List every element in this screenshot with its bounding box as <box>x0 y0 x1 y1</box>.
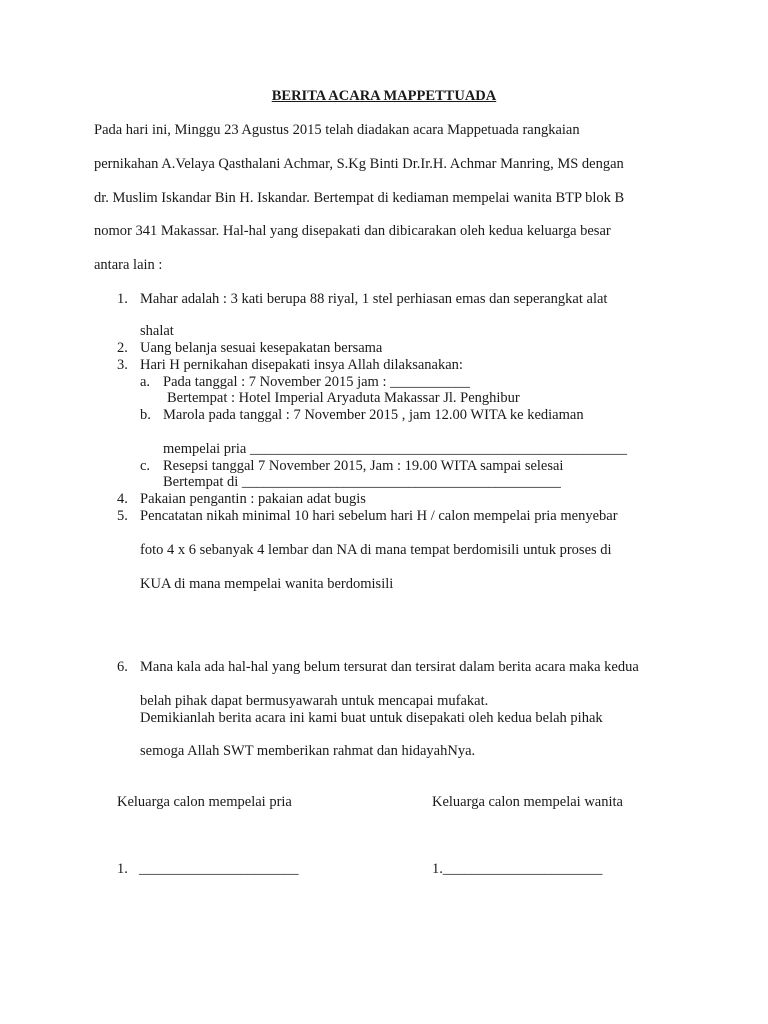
intro-line-3: dr. Muslim Iskandar Bin H. Iskandar. Bertempat di kediaman mempelai wanita BTP blok B <box>94 190 625 206</box>
list-item-1-line-2: shalat <box>140 323 174 339</box>
sub-item-a-mark: a. <box>140 374 151 390</box>
list-number-2: 2. <box>117 340 128 356</box>
list-item-2: Uang belanja sesuai kesepakatan bersama <box>140 340 383 356</box>
list-number-4: 4. <box>117 491 128 507</box>
list-item-5-line-3: KUA di mana mempelai wanita berdomisili <box>140 576 394 592</box>
closing-line-2: semoga Allah SWT memberikan rahmat dan hidayahNya. <box>140 743 476 759</box>
list-item-6-line-1: Mana kala ada hal-hal yang belum tersurat dan tersirat dalam berita acara maka kedua <box>140 659 639 675</box>
list-number-1: 1. <box>117 291 128 307</box>
signature-line-right: 1.______________________ <box>432 861 603 877</box>
intro-line-5: antara lain : <box>94 257 163 273</box>
intro-line-4: nomor 341 Makassar. Hal-hal yang disepakati dan dibicarakan oleh kedua keluarga besar <box>94 223 611 239</box>
signature-label-bride-family: Keluarga calon mempelai wanita <box>432 794 623 810</box>
sub-item-a-line-2: Bertempat : Hotel Imperial Aryaduta Makassar Jl. Penghibur <box>167 390 520 406</box>
sub-item-b-mark: b. <box>140 407 151 423</box>
intro-line-1: Pada hari ini, Minggu 23 Agustus 2015 telah diadakan acara Mappetuada rangkaian <box>94 122 580 138</box>
sub-item-c-mark: c. <box>140 458 151 474</box>
list-item-5-line-2: foto 4 x 6 sebanyak 4 lembar dan NA di mana tempat berdomisili untuk proses di <box>140 542 612 558</box>
sub-item-b-line-2: mempelai pria ____________________________________________________ <box>163 441 627 457</box>
list-number-5: 5. <box>117 508 128 524</box>
sub-item-c-line-1: Resepsi tanggal 7 November 2015, Jam : 19.00 WITA sampai selesai <box>163 458 564 474</box>
list-item-6-line-2: belah pihak dapat bermusyawarah untuk mencapai mufakat. <box>140 693 489 709</box>
signature-label-groom-family: Keluarga calon mempelai pria <box>117 794 292 810</box>
list-item-4: Pakaian pengantin : pakaian adat bugis <box>140 491 366 507</box>
sub-item-c-line-2: Bertempat di ____________________________________________ <box>163 474 561 490</box>
closing-line-1: Demikianlah berita acara ini kami buat untuk disepakati oleh kedua belah pihak <box>140 710 603 726</box>
signature-line-left: ______________________ <box>139 861 299 877</box>
signature-number-left: 1. <box>117 861 128 877</box>
list-item-1-line-1: Mahar adalah : 3 kati berupa 88 riyal, 1 stel perhiasan emas dan seperangkat alat <box>140 291 608 307</box>
list-item-5-line-1: Pencatatan nikah minimal 10 hari sebelum hari H / calon mempelai pria menyebar <box>140 508 618 524</box>
list-item-3: Hari H pernikahan disepakati insya Allah dilaksanakan: <box>140 357 463 373</box>
document-title: BERITA ACARA MAPPETTUADA <box>271 88 497 104</box>
sub-item-b-line-1: Marola pada tanggal : 7 November 2015 , jam 12.00 WITA ke kediaman <box>163 407 584 423</box>
intro-line-2: pernikahan A.Velaya Qasthalani Achmar, S.Kg Binti Dr.Ir.H. Achmar Manring, MS dengan <box>94 156 624 172</box>
list-number-6: 6. <box>117 659 128 675</box>
list-number-3: 3. <box>117 357 128 373</box>
sub-item-a-line-1: Pada tanggal : 7 November 2015 jam : ___________ <box>163 374 470 390</box>
